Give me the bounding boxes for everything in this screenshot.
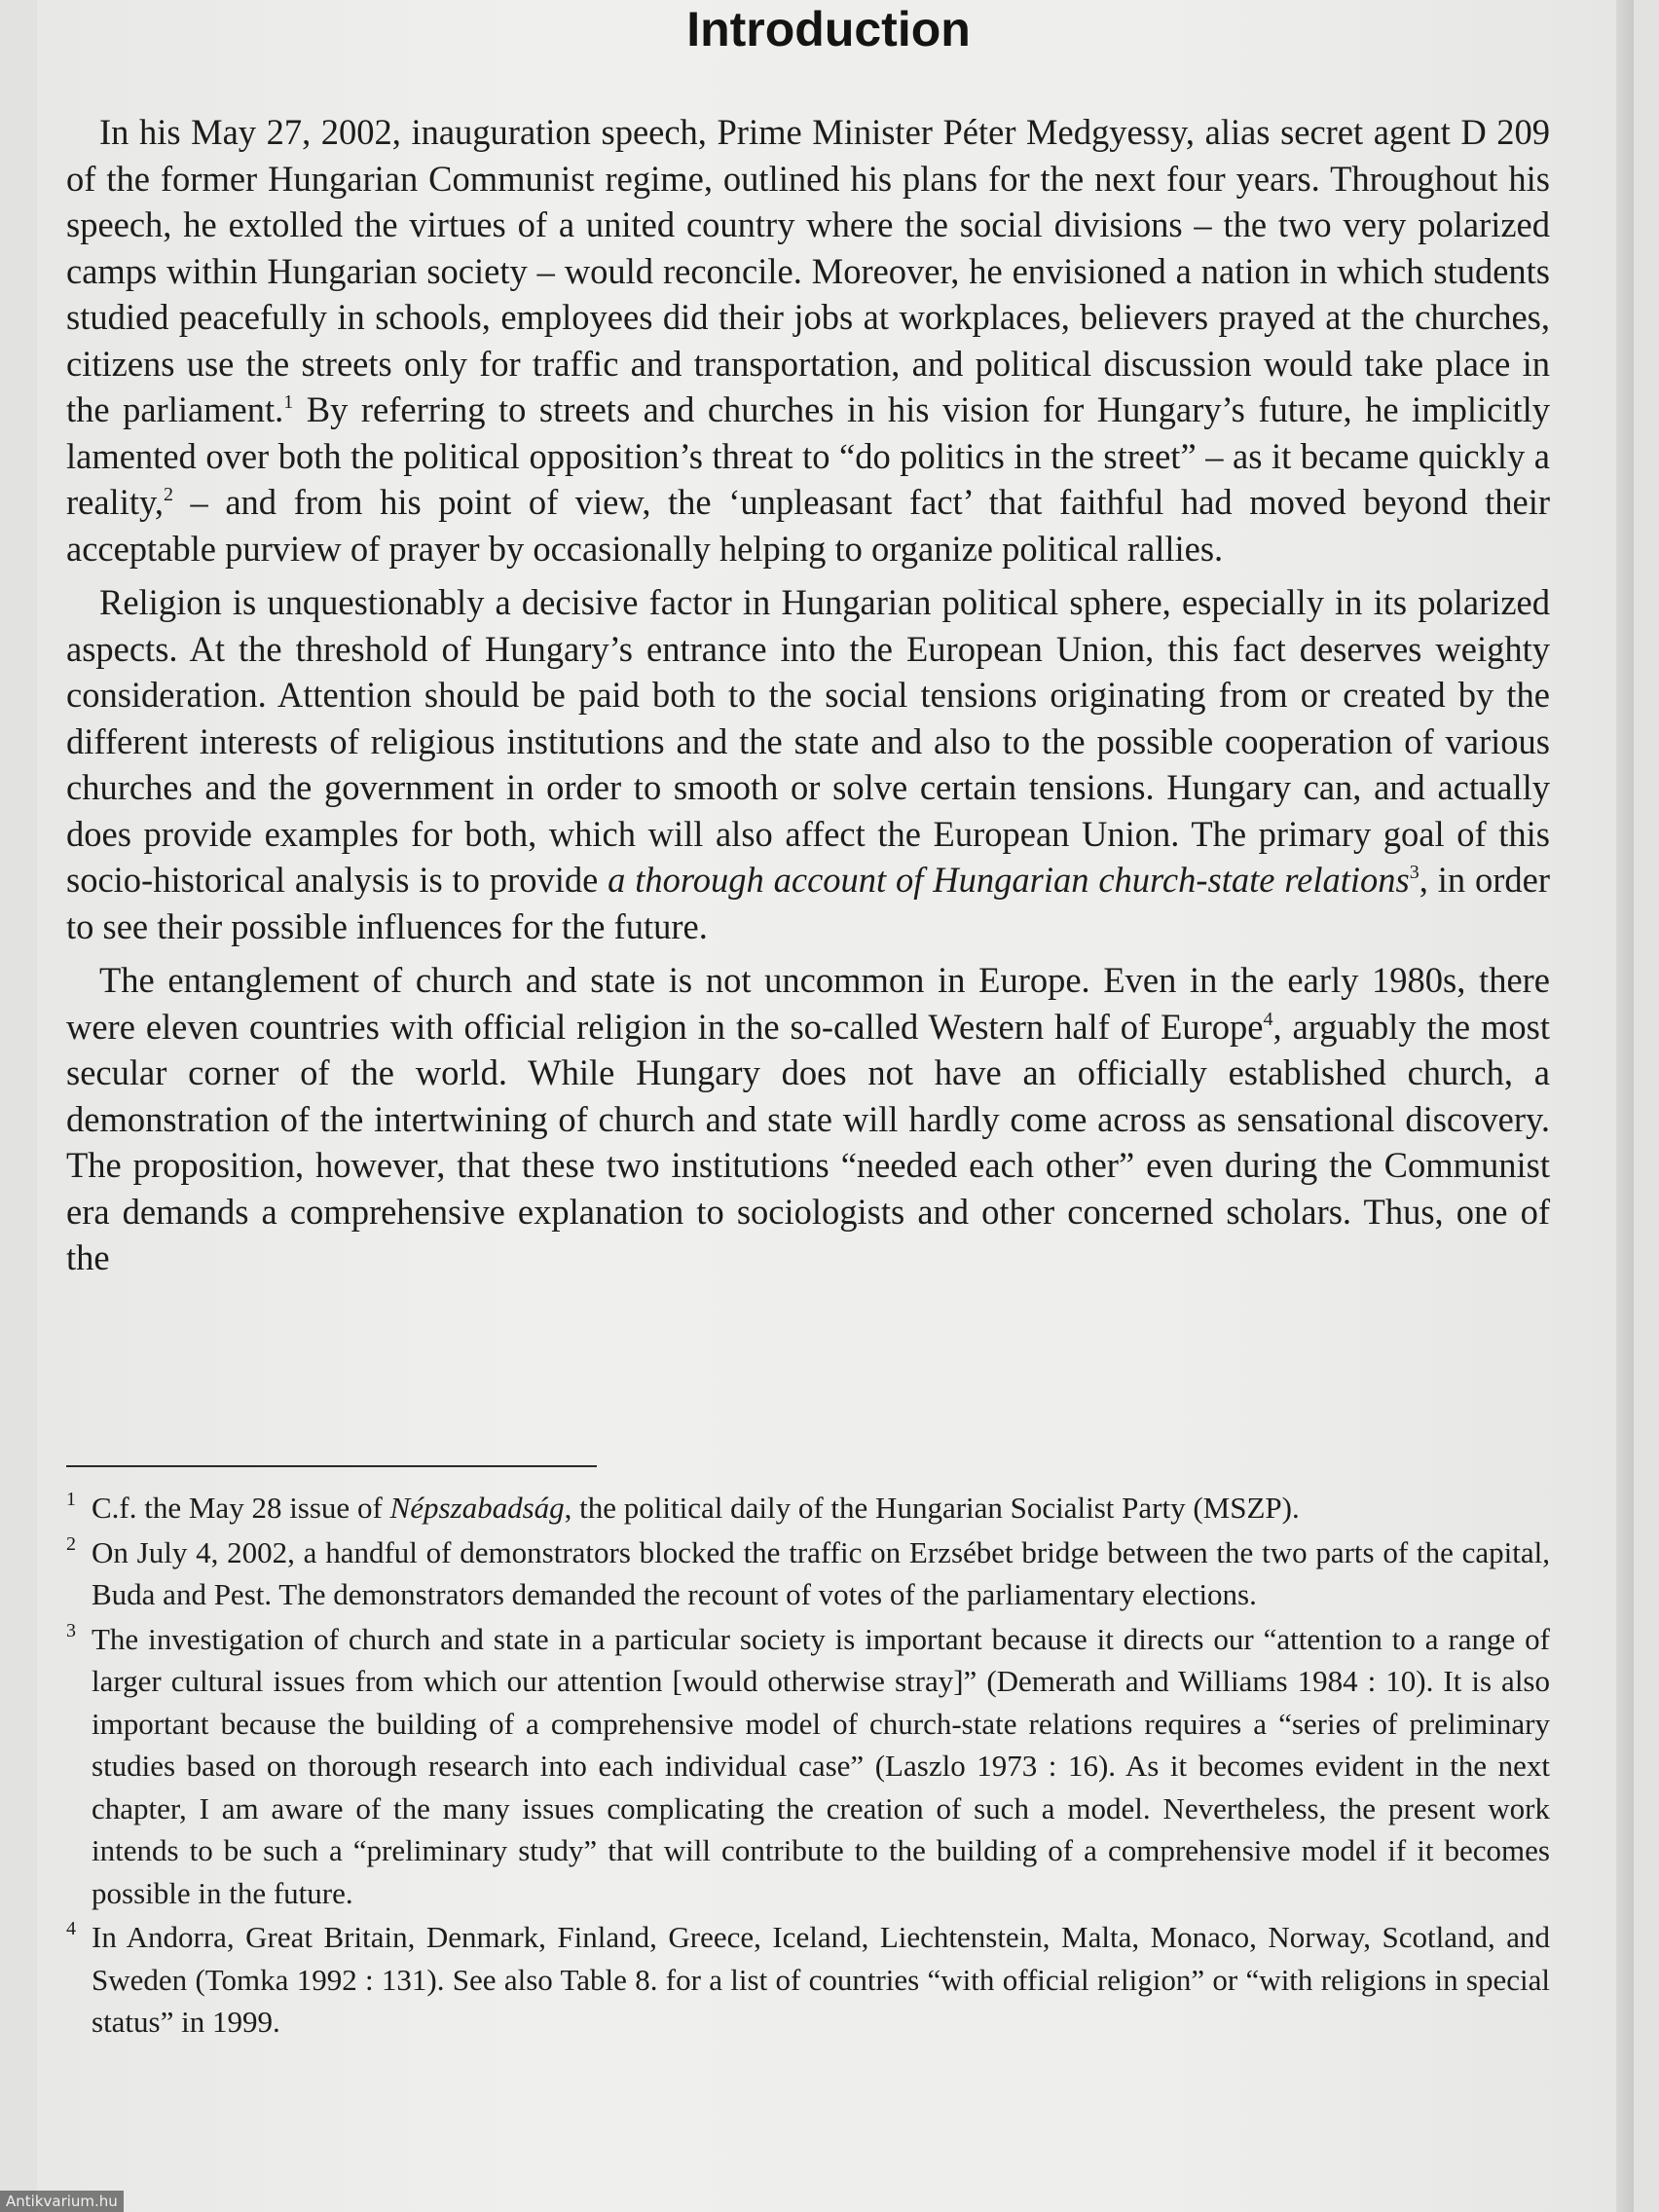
footnote-2 <box>66 1531 1550 1616</box>
footnote-text: On July 4, 2002, a handful of demonstrators blocked the traffic on Erzsébet bridge between the two parts of the capital, Buda and Pest. The demonstrators demanded the recount of votes of the parliamentary elections. <box>92 1534 1550 1611</box>
footnote-divider <box>66 1465 597 1467</box>
footnote-number: 4 <box>66 1918 76 1939</box>
footnote-ref-4: 4 <box>1263 1008 1273 1030</box>
book-page <box>37 0 1634 2212</box>
body-text <box>66 109 1550 1289</box>
footnote-text: C.f. the May 28 issue of Népszabadság, the political daily of the Hungarian Socialist Party (MSZP). <box>92 1491 1300 1525</box>
footnote-ref-1: 1 <box>283 391 294 413</box>
footnote-text: The investigation of church and state in a particular society is important because it directs our “attention to a range of larger cultural issues from which our attention [would otherwise stray]” (Demerath and Williams 1984 : 10). It is also important because the building of a comprehensive model of church-state relations requires a “series of preliminary studies based on thorough research into each individual case” (Laszlo 1973 : 16). As it becomes evident in the next chapter, I am aware of the many issues complicating the creation of such a model. Nevertheless, the present work intends to be such a “preliminary study” that will contribute to the building of a comprehensive model if it becomes possible in the future. <box>92 1621 1550 1910</box>
footnotes <box>66 1487 1550 2046</box>
footnote-number: 3 <box>66 1619 76 1641</box>
footnote-1 <box>66 1487 1550 1530</box>
footnote-number: 1 <box>66 1489 76 1510</box>
page-title: Introduction <box>686 2 971 56</box>
watermark: Antikvarium.hu <box>0 2191 124 2212</box>
footnote-4 <box>66 1916 1550 2044</box>
emphasis: a thorough account of Hungarian church-state relations <box>608 860 1410 900</box>
footnote-text: In Andorra, Great Britain, Denmark, Finland, Greece, Iceland, Liechtenstein, Malta, Monaco, Norway, Scotland, and Sweden (Tomka 1992 : 131). See also Table 8. for a list of countries “with official religion” or “with religions in special status” in 1999. <box>92 1920 1550 2039</box>
paragraph-3: The entanglement of church and state is not uncommon in Europe. Even in the early 1980s, there were eleven countries with official religion in the so-called Western half of Europe$^4$, arguably the most secular corner of the world. While Hungary does not have an officially established church, a demonstration of the intertwining of church and state will hardly come across as sensational discovery. The proposition, however, that these two institutions “needed each other” even during the Communist era demands a comprehensive explanation to sociologists and other concerned scholars. Thus, one of the <box>66 960 1550 1277</box>
page-edge <box>1616 0 1634 2212</box>
footnote-ref-2: 2 <box>163 484 173 505</box>
paragraph-1: In his May 27, 2002, inauguration speech, Prime Minister Péter Medgyessy, alias secret agent D 209 of the former Hungarian Communist regime, outlined his plans for the next four years. Throughout his speech, he extolled the virtues of a united country where the social divisions – the two very polarized camps within Hungarian society – would reconcile. Moreover, he envisioned a nation in which students studied peacefully in schools, employees did their jobs at workplaces, believers prayed at the churches, citizens use the streets only for traffic and transportation, and political discussion would take place in the parliament.$^1$ By referring to streets and churches in his vision for Hungary’s future, he implicitly lamented over both the political opposition’s threat to “do politics in the street” – as it became quickly a reality,$^2$ – and from his point of view, the ‘unpleasant fact’ that faithful had moved beyond their acceptable purview of prayer by occasionally helping to organize political rallies. <box>66 112 1550 569</box>
footnote-number: 2 <box>66 1532 76 1555</box>
footnote-3 <box>66 1618 1550 1915</box>
footnote-ref-3: 3 <box>1409 862 1419 883</box>
paragraph-2: Religion is unquestionably a decisive factor in Hungarian political sphere, especially in its polarized aspects. At the threshold of Hungary’s entrance into the European Union, this fact deserves weighty consideration. Attention should be paid both to the social tensions originating from or created by the different interests of religious institutions and the state and also to the possible cooperation of various churches and the government in order to smooth or solve certain tensions. Hungary can, and actually does provide examples for both, which will also affect the European Union. The primary goal of this socio-historical analysis is to provide a thorough account of Hungarian church-state relations$^3$, in order to see their possible influences for the future. <box>66 582 1550 946</box>
